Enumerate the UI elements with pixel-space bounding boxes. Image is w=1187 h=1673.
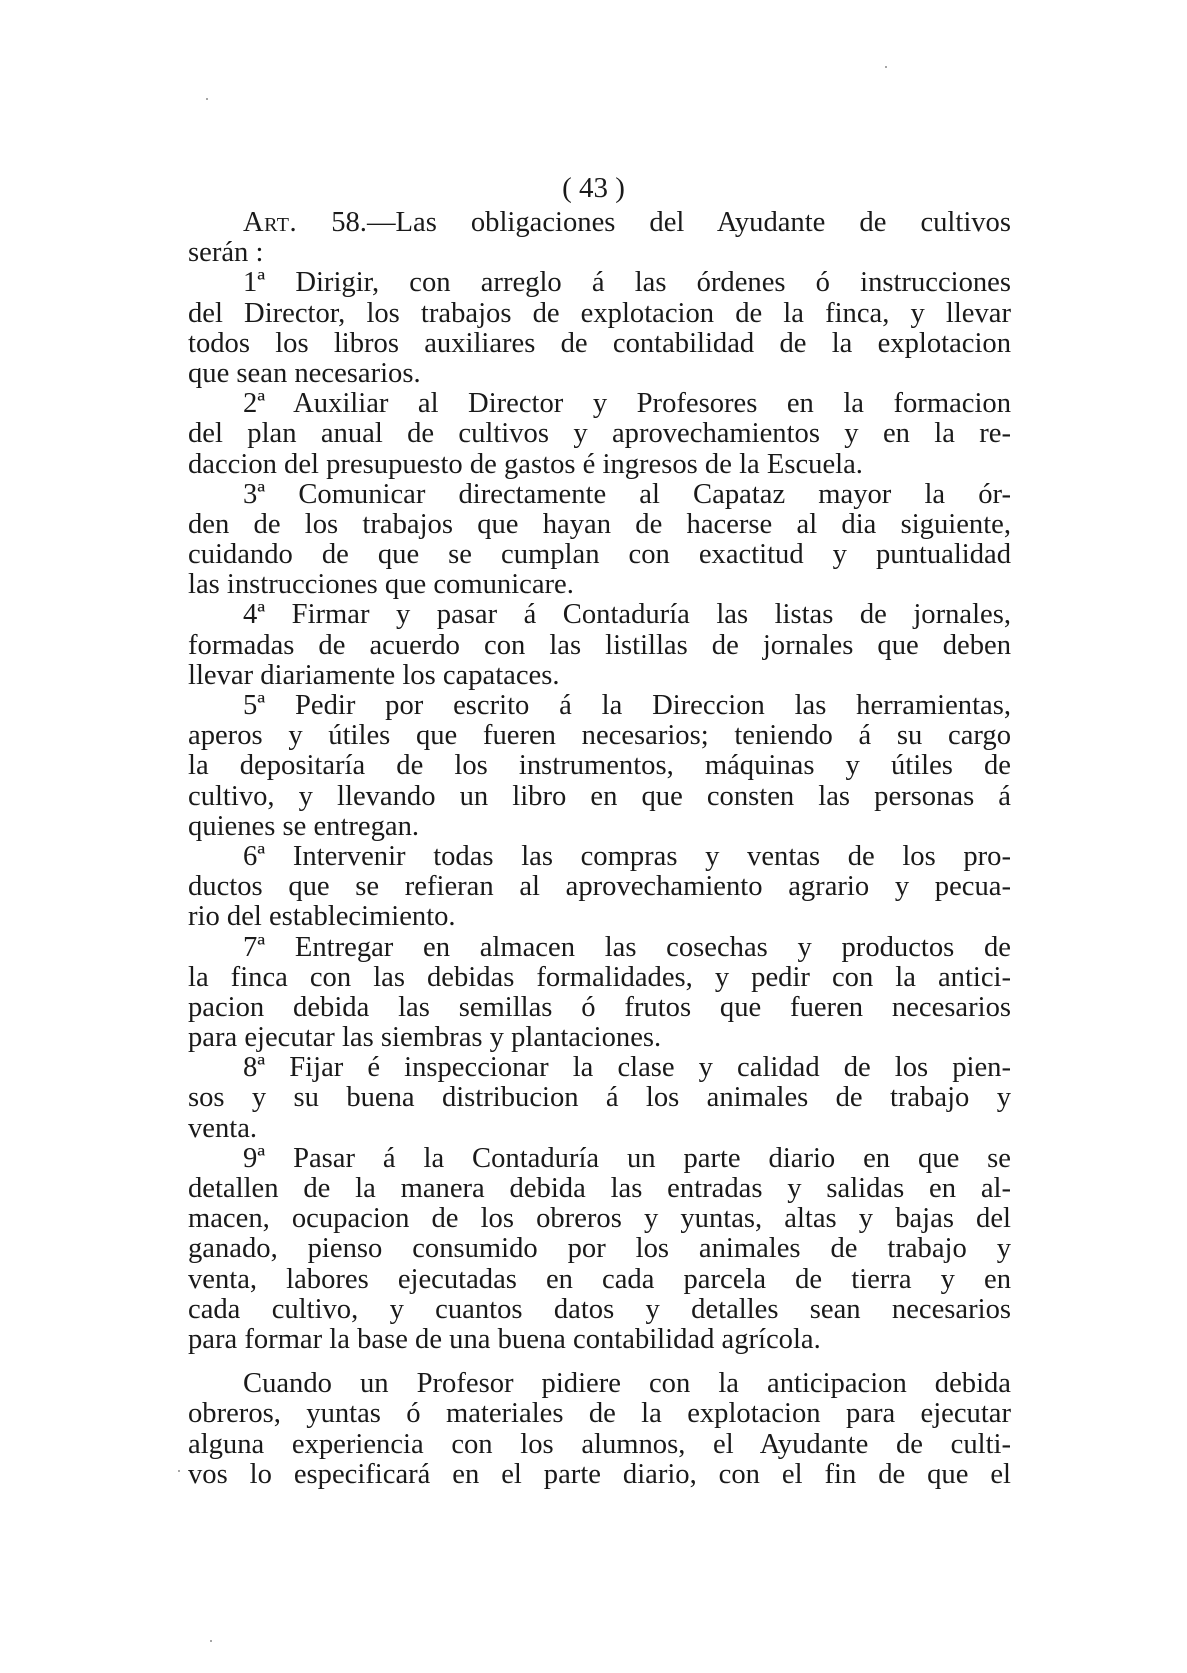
text-line: den de los trabajos que hayan de hacerse al dia siguiente, — [188, 509, 1011, 540]
text-line: serán : — [188, 238, 264, 269]
article-label: Art. — [243, 208, 298, 238]
paper-speck — [210, 1640, 212, 1642]
text-line: formadas de acuerdo con las listillas de jornales que deben — [188, 630, 1011, 661]
text-line: obreros, yuntas ó materiales de la explotacion para ejecutar — [188, 1399, 1011, 1430]
paper-speck — [206, 98, 208, 100]
text-line: las instrucciones que comunicare. — [188, 570, 574, 601]
clause-3-line: 3ª Comunicar directamente al Capataz mayor la ór- — [243, 479, 1011, 510]
text-line: del Director, los trabajos de explotacion de la finca, y llevar — [188, 298, 1011, 329]
clause-9-line: 9ª Pasar á la Contaduría un parte diario en que se — [243, 1143, 1011, 1174]
clause-7-line: 7ª Entregar en almacen las cosechas y productos de — [243, 932, 1011, 963]
article-heading-line — [188, 208, 1011, 238]
text-line: macen, ocupacion de los obreros y yuntas, altas y bajas del — [188, 1204, 1011, 1235]
clause-5-line: 5ª Pedir por escrito á la Direccion las herramientas, — [243, 691, 1011, 721]
page-number: ( 43 ) — [562, 172, 625, 204]
text-line: quienes se entregan. — [188, 811, 420, 842]
text-line: pacion debida las semillas ó frutos que fueren necesarios — [188, 992, 1011, 1023]
text-line: ganado, pienso consumido por los animales de trabajo y — [188, 1234, 1011, 1265]
text-line: para formar la base de una buena contabilidad agrícola. — [188, 1324, 821, 1355]
text-line: para ejecutar las siembras y plantaciones. — [188, 1023, 662, 1054]
paper-speck — [885, 66, 887, 68]
paper-speck — [178, 1470, 180, 1472]
clause-2-line: 2ª Auxiliar al Director y Profesores en la formacion — [243, 389, 1011, 420]
text-line: daccion del presupuesto de gastos é ingresos de la Escuela. — [188, 449, 863, 480]
text-line: cada cultivo, y cuantos datos y detalles sean necesarios — [188, 1294, 1011, 1325]
article-title: 58.—Las obligaciones del Ayudante de cultivos — [297, 208, 1011, 238]
text-line: rio del establecimiento. — [188, 902, 456, 933]
text-line: sos y su buena distribucion á los animales de trabajo y — [188, 1083, 1011, 1114]
text-line: llevar diariamente los capataces. — [188, 660, 560, 691]
clause-6-line: 6ª Intervenir todas las compras y ventas de los pro- — [243, 841, 1011, 872]
paragraph-gap — [188, 1355, 1011, 1369]
text-line: vos lo especificará en el parte diario, con el fin de que el — [188, 1459, 1011, 1490]
clause-4-line: 4ª Firmar y pasar á Contaduría las listas de jornales, — [243, 600, 1011, 631]
clause-8-line: 8ª Fijar é inspeccionar la clase y calidad de los pien- — [243, 1053, 1011, 1084]
text-line: detallen de la manera debida las entradas y salidas en al- — [188, 1174, 1011, 1204]
text-line: venta. — [188, 1113, 258, 1144]
text-line: del plan anual de cultivos y aprovechamientos y en la re- — [188, 419, 1011, 450]
closing-paragraph-line: Cuando un Profesor pidiere con la anticipacion debida — [243, 1369, 1011, 1400]
text-line: todos los libros auxiliares de contabilidad de la explotacion — [188, 328, 1011, 359]
text-line: cultivo, y llevando un libro en que consten las personas á — [188, 781, 1011, 812]
text-line: cuidando de que se cumplan con exactitud y puntualidad — [188, 540, 1011, 571]
body-text — [188, 208, 1011, 1490]
text-line: aperos y útiles que fueren necesarios; teniendo á su cargo — [188, 721, 1011, 752]
text-line: la finca con las debidas formalidades, y pedir con la antici- — [188, 962, 1011, 993]
text-line: la depositaría de los instrumentos, máquinas y útiles de — [188, 751, 1011, 782]
text-line: alguna experiencia con los alumnos, el Ayudante de culti- — [188, 1429, 1011, 1460]
clause-1-line: 1ª Dirigir, con arreglo á las órdenes ó instrucciones — [243, 268, 1011, 299]
text-line: venta, labores ejecutadas en cada parcela de tierra y en — [188, 1264, 1011, 1295]
text-line: ductos que se refieran al aprovechamiento agrario y pecua- — [188, 872, 1011, 903]
text-line: que sean necesarios. — [188, 358, 421, 389]
